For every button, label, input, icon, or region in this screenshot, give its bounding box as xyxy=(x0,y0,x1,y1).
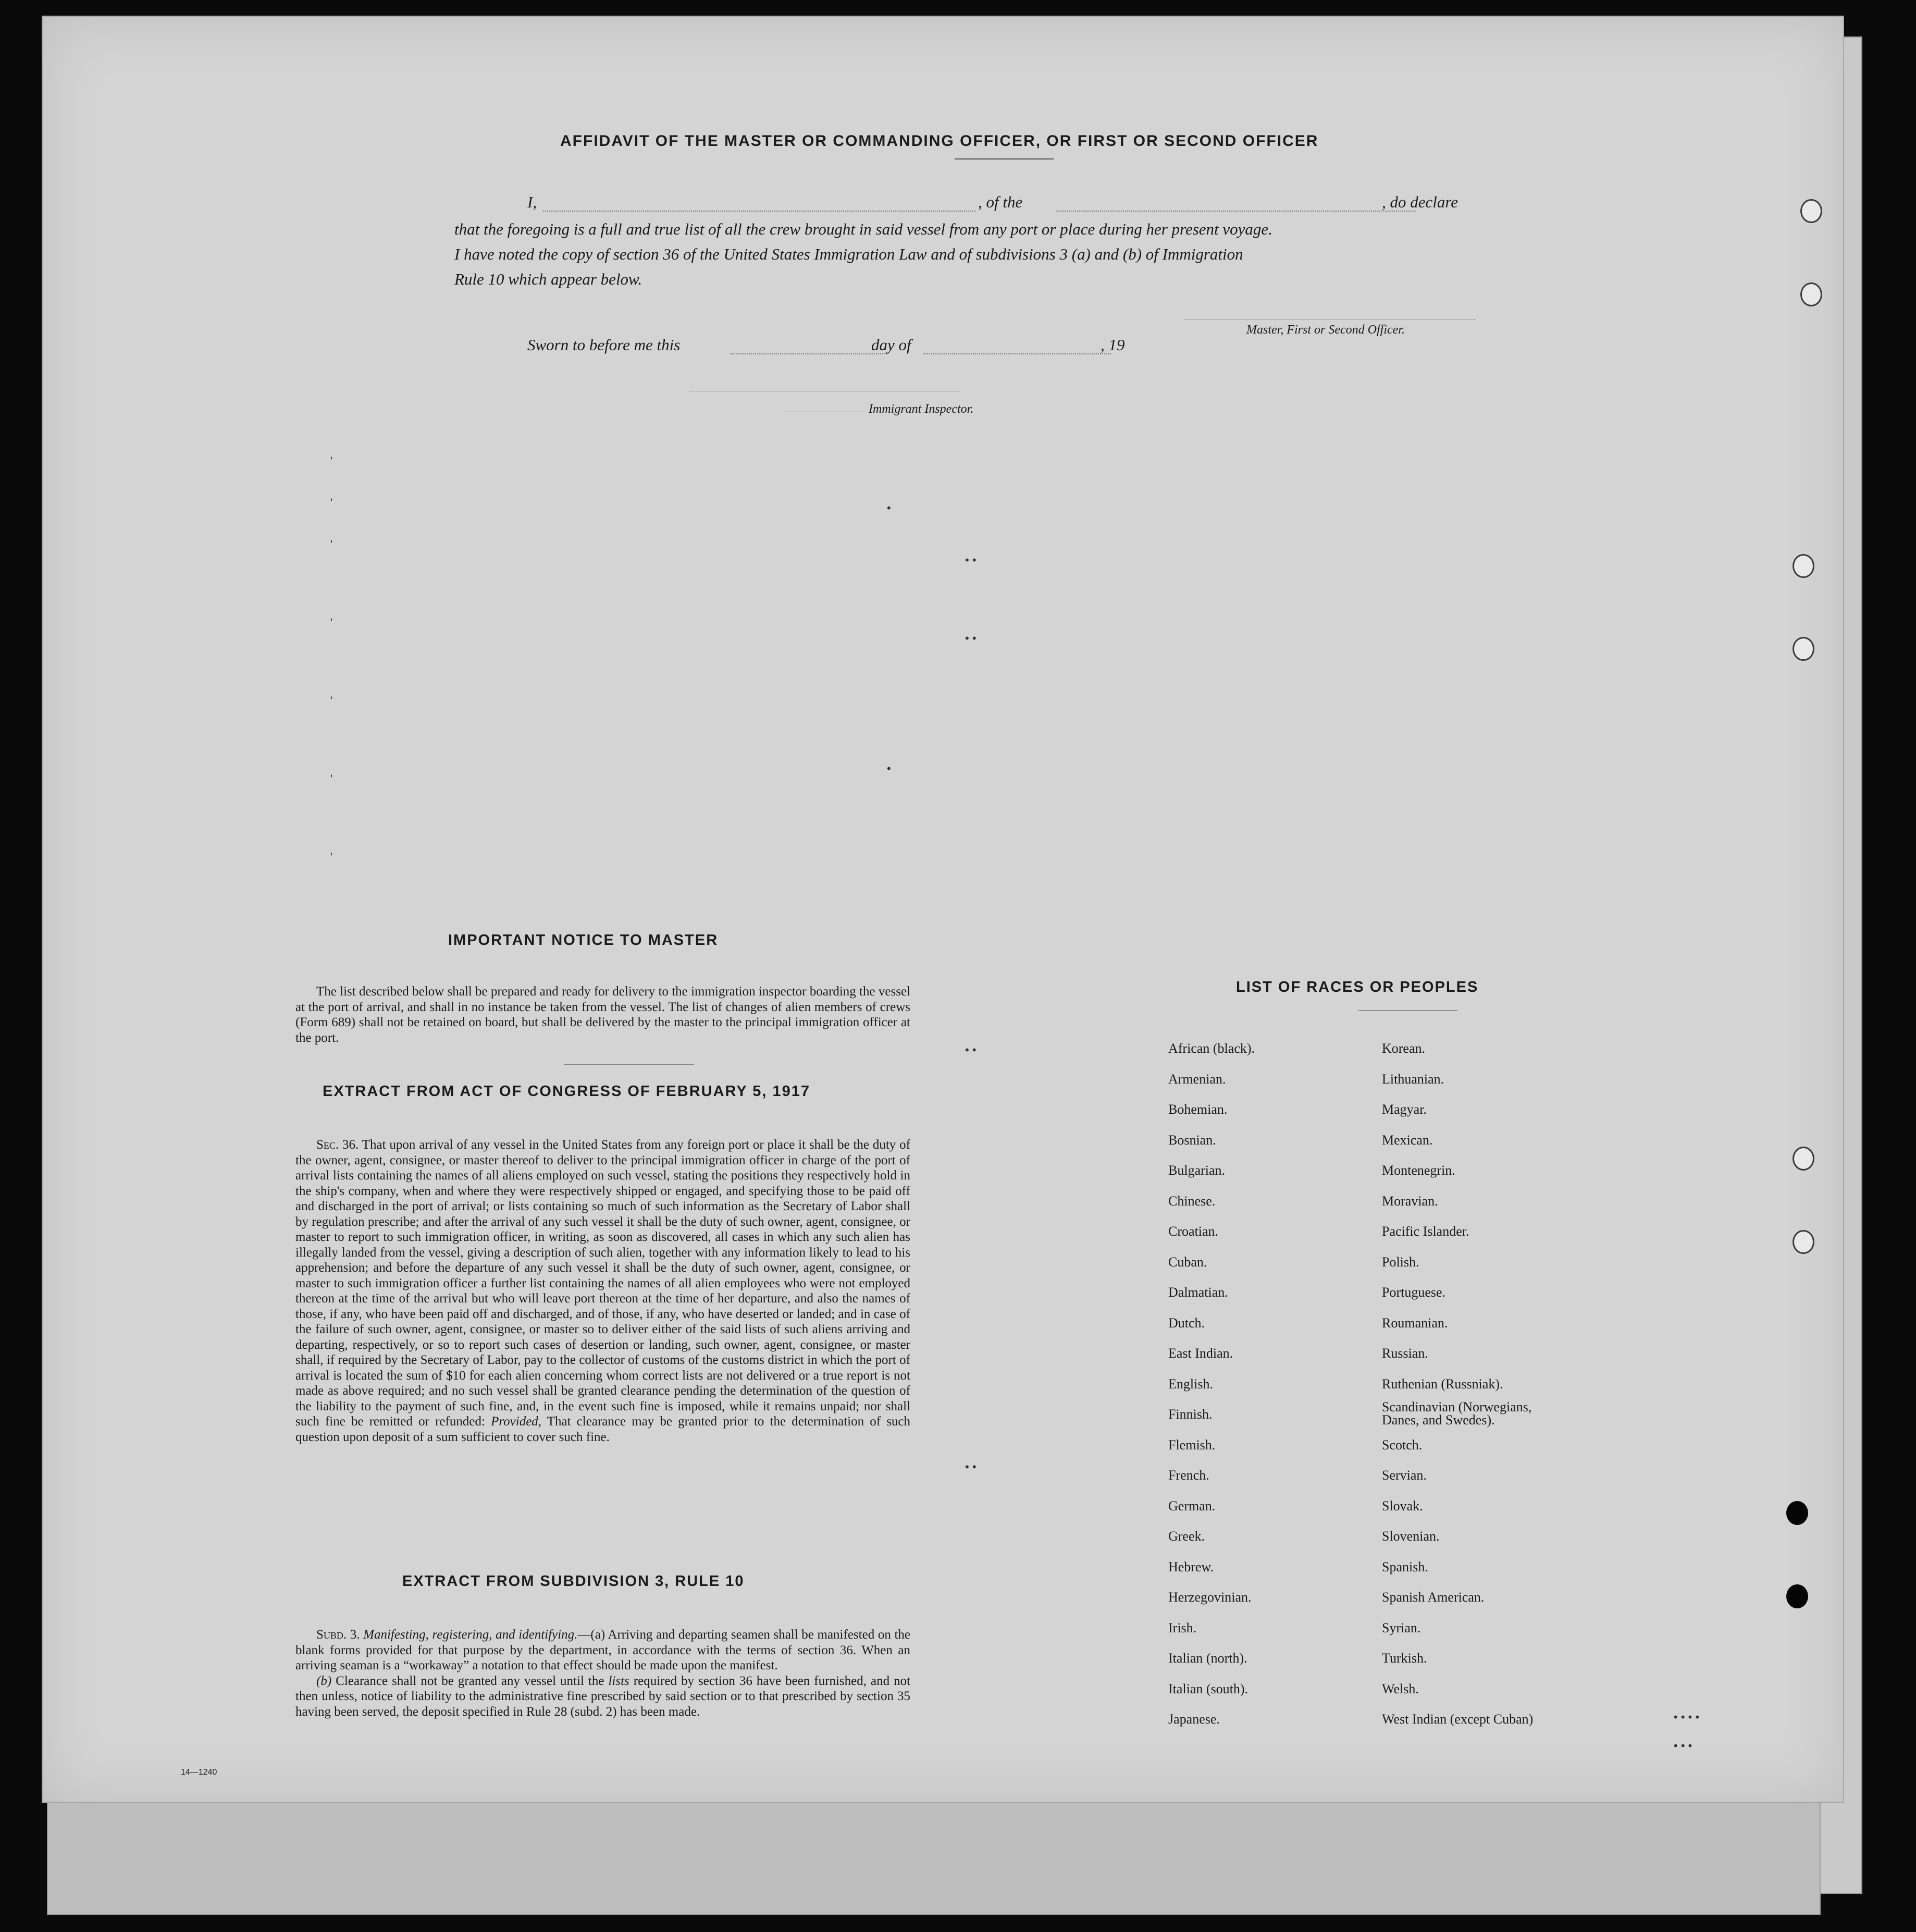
binder-hole xyxy=(1793,1147,1814,1171)
binder-hole xyxy=(1793,637,1814,661)
dot-mark: • xyxy=(887,762,891,775)
binder-hole xyxy=(1800,199,1822,223)
sworn-day-of: day of xyxy=(871,336,911,354)
sworn-day-blank[interactable] xyxy=(731,353,887,354)
subd-label: Subd. 3. xyxy=(316,1628,360,1642)
subd-b-post: required by section 36 have been furnished, and not then unless, notice of liability to the administrative fine prescribed by said section or to that prescribed by section 35 having been served, the deposit specified in Rule 28 (subd. 2) has been made. xyxy=(295,1673,911,1719)
title-underline xyxy=(955,158,1054,159)
race-item: Dutch. xyxy=(1168,1315,1205,1331)
race-item: Bohemian. xyxy=(1168,1102,1228,1117)
subd-b-lists: lists xyxy=(608,1673,629,1688)
affidavit-line2: that the foregoing is a full and true list of all the crew brought in said vessel from any port or place during her present voyage. xyxy=(454,220,1272,238)
inspector-label: Immigrant Inspector. xyxy=(869,402,974,416)
sworn-month-blank[interactable] xyxy=(923,353,1111,354)
race-item: Pacific Islander. xyxy=(1382,1224,1469,1239)
notice-divider xyxy=(564,1064,694,1065)
section-36-text: That upon arrival of any vessel in the United States from any foreign port or place it shall be the duty of the owner, agent, consignee, or master thereof to deliver to the principal immigration officer in charge of the port of arrival lists containing the names of all aliens employed on such vessel, stating the positions they respectively hold in the ship's company, when and where they were respectively shipped or engaged, and specifying those to be paid off and discharged in the port of arrival; or lists containing so much of such information as the Secretary of Labor shall by regulation prescribe; and after the arrival of any such vessel it shall be the duty of such owner, agent, consignee, or master to report to such immigration officer, in writing, as soon as discovered, all cases in which any such alien has illegally landed from the vessel, giving a description of such alien, together with any information likely to lead to his apprehension; and before the departure of any such vessel it shall be the duty of such owner, agent, consignee, or master to such immigration officer a further list containing the names of all alien employees who were not employed thereon at the time of the arrival but who will leave port thereon at the time of her departure, and also the names of those, if any, who have been paid off and discharged, and of those, if any, who have deserted or landed; and in case of the failure of such owner, agent, consignee, or master so to deliver either of the said lists of such aliens arriving and departing, respectively, or so to report such cases of desertion or landing, such owner, agent, consignee, or master shall, if required by the Secretary of Labor, pay to the collector of customs of the customs district in which the port of arrival is located the sum of $10 for each alien concerning whom correct lists are not delivered or a true report is not made as above required; and no such vessel shall be granted clearance pending the determination of the question of the liability to the payment of such fine, and, in the event such fine is imposed, while it remains unpaid; nor shall such fine be remitted or refunded: xyxy=(295,1138,910,1429)
race-item: Polish. xyxy=(1382,1254,1419,1270)
race-item: Roumanian. xyxy=(1382,1315,1448,1331)
name-blank[interactable] xyxy=(543,211,975,212)
race-item: West Indian (except Cuban) xyxy=(1382,1712,1534,1727)
subd-heading: Manifesting, registering, and identifying. xyxy=(363,1628,578,1642)
affidavit-i: I, xyxy=(527,193,537,211)
sworn-year: , 19 xyxy=(1101,336,1125,354)
race-item: Herzegovinian. xyxy=(1168,1590,1252,1605)
binder-hole xyxy=(1786,1501,1808,1525)
race-item: Flemish. xyxy=(1168,1437,1216,1453)
race-item: German. xyxy=(1168,1498,1216,1513)
race-item: Japanese. xyxy=(1168,1712,1220,1727)
form-number: 14—1240 xyxy=(181,1768,217,1777)
affidavit-declare: , do declare xyxy=(1382,193,1458,211)
race-item: Bulgarian. xyxy=(1168,1163,1226,1178)
notice-paragraph: The list described below shall be prepared and ready for delivery to the immigration inspector boarding the vessel at the port of arrival, and shall in no instance be taken from the vessel. The list of changes of alien members of crews (Form 689) shall not be retained on board, but shall be delivered by the master to the principal immigration officer at the port. xyxy=(295,985,910,1045)
dot-mark: • • xyxy=(965,632,976,645)
race-item: Irish. xyxy=(1168,1620,1197,1635)
races-title: LIST OF RACES OR PEOPLES xyxy=(1236,979,1479,995)
act-extract-text xyxy=(295,1137,910,1445)
tick-mark: ' xyxy=(330,772,333,785)
race-item: Slovak. xyxy=(1382,1498,1423,1513)
dot-mark: • • xyxy=(965,1043,976,1056)
race-item: Turkish. xyxy=(1382,1651,1427,1666)
affidavit-title: AFFIDAVIT OF THE MASTER OR COMMANDING OFFICER, OR FIRST OR SECOND OFFICER xyxy=(560,132,1319,150)
dot-mark: • • • • xyxy=(1674,1711,1700,1724)
race-item: French. xyxy=(1168,1468,1209,1483)
race-item: African (black). xyxy=(1168,1041,1255,1056)
tick-mark: ' xyxy=(330,454,333,467)
sworn-prefix: Sworn to before me this xyxy=(527,336,681,354)
rule-extract-text xyxy=(295,1627,910,1719)
tick-mark: ' xyxy=(330,616,333,629)
race-item: East Indian. xyxy=(1168,1346,1233,1361)
race-item: Chinese. xyxy=(1168,1193,1216,1209)
race-item: Cuban. xyxy=(1168,1254,1207,1270)
race-item: Italian (south). xyxy=(1168,1681,1249,1696)
race-item: Hebrew. xyxy=(1168,1559,1214,1574)
race-item: Montenegrin. xyxy=(1382,1163,1455,1178)
tick-mark: ' xyxy=(330,851,333,864)
tick-mark: ' xyxy=(330,538,333,551)
dot-mark: • • xyxy=(965,1460,976,1473)
dot-mark: • • • xyxy=(1674,1739,1692,1752)
race-item: Syrian. xyxy=(1382,1620,1421,1635)
affidavit-line3: I have noted the copy of section 36 of the United States Immigration Law and of subdivisions 3 (a) and (b) of Immigration xyxy=(454,245,1243,263)
binder-hole xyxy=(1793,554,1814,578)
races-title-underline xyxy=(1358,1010,1457,1011)
proviso-text: That clearance may be granted prior to the determination of such question upon deposit of a sum sufficient to cover such fine. xyxy=(295,1414,911,1444)
race-item: Ruthenian (Russniak). xyxy=(1382,1376,1503,1392)
race-item: Bosnian. xyxy=(1168,1132,1216,1148)
race-item: Spanish American. xyxy=(1382,1590,1485,1605)
race-item: Russian. xyxy=(1382,1346,1428,1361)
race-item: Portuguese. xyxy=(1382,1285,1446,1300)
notice-text xyxy=(295,984,910,1045)
dot-mark: • xyxy=(887,501,891,514)
race-item: Welsh. xyxy=(1382,1681,1419,1696)
race-item: Moravian. xyxy=(1382,1193,1438,1209)
race-item: Dalmatian. xyxy=(1168,1285,1228,1300)
race-item: Spanish. xyxy=(1382,1559,1428,1574)
document-page xyxy=(42,16,1844,1803)
race-item: Scotch. xyxy=(1382,1437,1423,1453)
race-item: English. xyxy=(1168,1376,1213,1392)
race-item: Scandinavian (Norwegians, Danes, and Swedes). xyxy=(1382,1399,1532,1428)
race-item: Magyar. xyxy=(1382,1102,1427,1117)
proviso-label: Provided, xyxy=(491,1414,542,1429)
affidavit-of-the: , of the xyxy=(978,193,1023,211)
signature-label: Master, First or Second Officer. xyxy=(1246,323,1405,337)
race-item: Lithuanian. xyxy=(1382,1071,1444,1087)
race-item: Korean. xyxy=(1382,1041,1426,1056)
act-extract-title: EXTRACT FROM ACT OF CONGRESS OF FEBRUARY 5, 1917 xyxy=(323,1083,811,1100)
subd-para-a: —(a) Arriving and departing seamen shall be manifested on the blank forms provided for that purpose by the department, in accordance with the terms of section 36. When an arriving seaman is a “workaway” a notation to that effect should be made upon the manifest. xyxy=(295,1628,910,1672)
race-item: Croatian. xyxy=(1168,1224,1219,1239)
dot-mark: • • xyxy=(965,553,976,567)
affidavit-line4: Rule 10 which appear below. xyxy=(454,270,642,288)
subd-b-label: (b) xyxy=(316,1673,332,1688)
race-item: Italian (north). xyxy=(1168,1651,1247,1666)
vessel-blank[interactable] xyxy=(1056,211,1416,212)
tick-mark: ' xyxy=(330,694,333,707)
subd-b-pre: Clearance shall not be granted any vessel until the xyxy=(336,1673,604,1688)
section-label: Sec. 36. xyxy=(316,1138,359,1152)
binder-hole xyxy=(1793,1230,1814,1254)
race-item: Slovenian. xyxy=(1382,1529,1440,1544)
race-item: Greek. xyxy=(1168,1529,1205,1544)
race-item: Mexican. xyxy=(1382,1132,1433,1148)
tick-mark: ' xyxy=(330,496,333,509)
race-item: Finnish. xyxy=(1168,1407,1213,1422)
race-item: Servian. xyxy=(1382,1468,1427,1483)
race-item: Armenian. xyxy=(1168,1071,1226,1087)
notice-title: IMPORTANT NOTICE TO MASTER xyxy=(448,932,719,949)
binder-hole xyxy=(1786,1584,1808,1608)
binder-hole xyxy=(1800,282,1822,306)
rule-extract-title: EXTRACT FROM SUBDIVISION 3, RULE 10 xyxy=(402,1573,745,1590)
